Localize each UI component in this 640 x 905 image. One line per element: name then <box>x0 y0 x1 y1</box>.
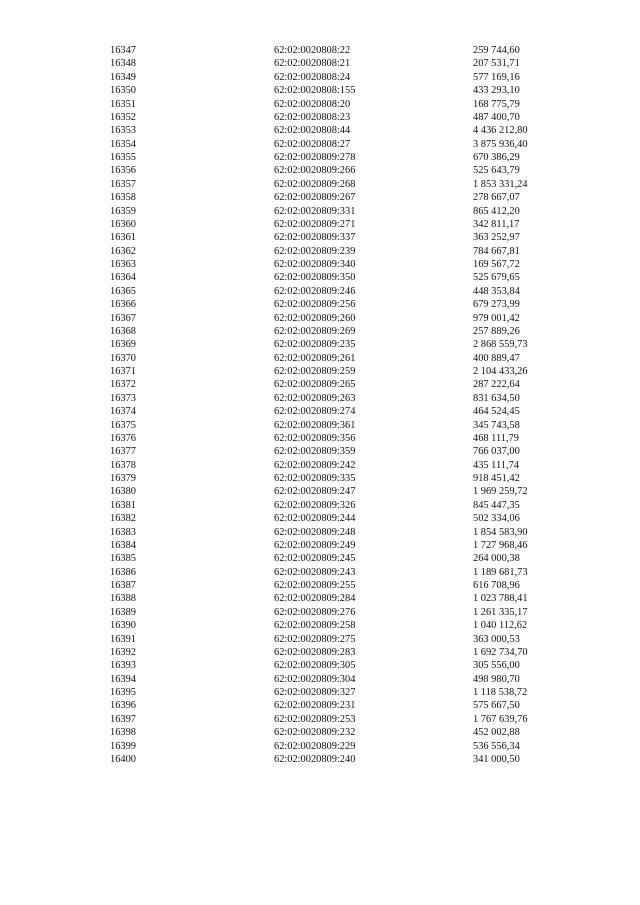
table-row <box>110 459 570 472</box>
table-row <box>110 419 570 432</box>
row-number: 16381 <box>110 499 136 511</box>
row-number: 16354 <box>110 138 136 150</box>
cadastral-value: 363 252,97 <box>473 232 520 244</box>
cadastral-value: 525 643,79 <box>473 165 520 177</box>
table-row <box>110 713 570 726</box>
row-number: 16366 <box>110 299 136 311</box>
cadastral-number: 62:02:0020809:275 <box>274 633 356 645</box>
cadastral-value: 433 293,10 <box>473 85 520 97</box>
table-row <box>110 566 570 579</box>
row-number: 16365 <box>110 285 136 297</box>
row-number: 16380 <box>110 486 136 498</box>
cadastral-number: 62:02:0020808:20 <box>274 98 351 110</box>
table-row <box>110 633 570 646</box>
cadastral-number: 62:02:0020809:350 <box>274 272 356 284</box>
cadastral-value: 1 189 681,73 <box>473 566 528 578</box>
row-number: 16356 <box>110 165 136 177</box>
row-number: 16387 <box>110 580 136 591</box>
row-number: 16359 <box>110 205 136 217</box>
cadastral-number: 62:02:0020808:21 <box>274 58 351 70</box>
table-row <box>110 659 570 672</box>
cadastral-value: 1 853 331,24 <box>473 178 528 190</box>
cadastral-value: 1 692 734,70 <box>473 646 528 658</box>
row-number: 16362 <box>110 245 136 257</box>
row-number: 16394 <box>110 673 136 685</box>
cadastral-value: 536 556,34 <box>473 740 520 752</box>
row-number: 16349 <box>110 71 136 83</box>
row-number: 16372 <box>110 379 136 391</box>
cadastral-value-table <box>110 44 570 766</box>
table-row <box>110 57 570 70</box>
table-row <box>110 218 570 231</box>
cadastral-value: 341 000,50 <box>473 753 520 765</box>
table-row <box>110 485 570 498</box>
table-row <box>110 432 570 445</box>
table-row <box>110 512 570 525</box>
cadastral-value: 865 412,20 <box>473 205 520 217</box>
cadastral-value: 435 111,74 <box>473 459 519 471</box>
cadastral-value: 918 451,42 <box>473 473 520 484</box>
table-row <box>110 579 570 592</box>
row-number: 16397 <box>110 713 136 725</box>
row-number: 16376 <box>110 432 136 444</box>
row-number: 16353 <box>110 125 136 137</box>
cadastral-value: 2 868 559,73 <box>473 339 528 351</box>
row-number: 16369 <box>110 339 136 351</box>
table-row <box>110 325 570 338</box>
cadastral-value: 831 634,50 <box>473 392 520 404</box>
cadastral-value: 305 556,00 <box>473 660 520 672</box>
cadastral-number: 62:02:0020808:22 <box>274 45 351 56</box>
row-number: 16400 <box>110 753 136 765</box>
cadastral-number: 62:02:0020809:260 <box>274 312 356 324</box>
cadastral-number: 62:02:0020809:240 <box>274 753 356 765</box>
cadastral-number: 62:02:0020809:283 <box>274 646 356 658</box>
cadastral-value: 400 889,47 <box>473 352 520 364</box>
row-number: 16351 <box>110 98 136 110</box>
cadastral-value: 575 667,50 <box>473 700 520 712</box>
table-row <box>110 338 570 351</box>
row-number: 16399 <box>110 740 136 752</box>
table-row <box>110 151 570 164</box>
row-number: 16393 <box>110 660 136 672</box>
cadastral-value: 264 000,38 <box>473 553 520 565</box>
cadastral-number: 62:02:0020809:247 <box>274 486 356 498</box>
row-number: 16363 <box>110 259 136 270</box>
cadastral-number: 62:02:0020809:268 <box>274 178 356 190</box>
cadastral-value: 1 767 639,76 <box>473 713 528 725</box>
table-row <box>110 592 570 605</box>
cadastral-number: 62:02:0020809:266 <box>274 165 356 177</box>
row-number: 16378 <box>110 459 136 471</box>
cadastral-value: 1 040 112,62 <box>473 620 528 632</box>
table-row <box>110 258 570 271</box>
cadastral-number: 62:02:0020809:335 <box>274 473 356 484</box>
cadastral-number: 62:02:0020809:278 <box>274 152 356 163</box>
cadastral-number: 62:02:0020809:331 <box>274 205 356 217</box>
cadastral-value: 452 002,88 <box>473 727 520 739</box>
cadastral-number: 62:02:0020809:359 <box>274 446 356 458</box>
cadastral-number: 62:02:0020809:256 <box>274 299 356 311</box>
cadastral-number: 62:02:0020809:229 <box>274 740 356 752</box>
cadastral-value: 363 000,53 <box>473 633 520 645</box>
table-row <box>110 673 570 686</box>
row-number: 16385 <box>110 553 136 565</box>
table-row <box>110 392 570 405</box>
cadastral-value: 345 743,58 <box>473 419 520 431</box>
row-number: 16390 <box>110 620 136 632</box>
table-row <box>110 124 570 137</box>
row-number: 16389 <box>110 606 136 618</box>
row-number: 16355 <box>110 152 136 163</box>
table-row <box>110 539 570 552</box>
cadastral-number: 62:02:0020809:246 <box>274 285 356 297</box>
cadastral-number: 62:02:0020809:305 <box>274 660 356 672</box>
table-row <box>110 686 570 699</box>
cadastral-value: 448 353,84 <box>473 285 520 297</box>
row-number: 16386 <box>110 566 136 578</box>
row-number: 16383 <box>110 526 136 538</box>
row-number: 16360 <box>110 218 136 230</box>
cadastral-value: 525 679,65 <box>473 272 520 284</box>
row-number: 16358 <box>110 192 136 204</box>
cadastral-value: 464 524,45 <box>473 406 520 418</box>
cadastral-number: 62:02:0020809:261 <box>274 352 356 364</box>
cadastral-number: 62:02:0020809:248 <box>274 526 356 538</box>
cadastral-number: 62:02:0020809:258 <box>274 620 356 632</box>
table-row <box>110 298 570 311</box>
cadastral-value: 1 969 259,72 <box>473 486 528 498</box>
cadastral-value: 2 104 433,26 <box>473 366 528 377</box>
cadastral-value: 278 667,07 <box>473 192 520 204</box>
table-row <box>110 699 570 712</box>
cadastral-value: 468 111,79 <box>473 432 519 444</box>
row-number: 16377 <box>110 446 136 458</box>
cadastral-value: 616 708,96 <box>473 580 520 591</box>
row-number: 16368 <box>110 325 136 337</box>
cadastral-number: 62:02:0020809:274 <box>274 406 356 418</box>
cadastral-number: 62:02:0020808:23 <box>274 111 351 123</box>
table-row <box>110 178 570 191</box>
cadastral-number: 62:02:0020809:249 <box>274 539 356 551</box>
table-row <box>110 753 570 766</box>
row-number: 16375 <box>110 419 136 431</box>
cadastral-number: 62:02:0020809:255 <box>274 580 356 591</box>
cadastral-value: 1 023 788,41 <box>473 593 528 605</box>
cadastral-number: 62:02:0020809:231 <box>274 700 356 712</box>
cadastral-number: 62:02:0020809:337 <box>274 232 356 244</box>
cadastral-value: 670 386,29 <box>473 152 520 163</box>
table-row <box>110 472 570 485</box>
cadastral-number: 62:02:0020809:242 <box>274 459 356 471</box>
cadastral-number: 62:02:0020809:326 <box>274 499 356 511</box>
cadastral-number: 62:02:0020809:361 <box>274 419 356 431</box>
cadastral-value: 498 980,70 <box>473 673 520 685</box>
row-number: 16357 <box>110 178 136 190</box>
cadastral-value: 487 400,70 <box>473 111 520 123</box>
cadastral-number: 62:02:0020809:284 <box>274 593 356 605</box>
table-row <box>110 445 570 458</box>
table-row <box>110 98 570 111</box>
cadastral-number: 62:02:0020809:263 <box>274 392 356 404</box>
row-number: 16384 <box>110 539 136 551</box>
row-number: 16370 <box>110 352 136 364</box>
cadastral-number: 62:02:0020809:232 <box>274 727 356 739</box>
cadastral-number: 62:02:0020809:259 <box>274 366 356 377</box>
row-number: 16379 <box>110 473 136 484</box>
table-row <box>110 726 570 739</box>
cadastral-value: 1 118 538,72 <box>473 687 528 698</box>
table-row <box>110 245 570 258</box>
cadastral-number: 62:02:0020809:271 <box>274 218 356 230</box>
table-row <box>110 71 570 84</box>
row-number: 16392 <box>110 646 136 658</box>
cadastral-value: 1 727 968,46 <box>473 539 528 551</box>
cadastral-number: 62:02:0020809:267 <box>274 192 356 204</box>
row-number: 16347 <box>110 45 136 56</box>
table-row <box>110 378 570 391</box>
cadastral-number: 62:02:0020808:27 <box>274 138 351 150</box>
cadastral-value: 577 169,16 <box>473 71 520 83</box>
cadastral-value: 979 001,42 <box>473 312 520 324</box>
table-row <box>110 526 570 539</box>
cadastral-number: 62:02:0020808:155 <box>274 85 356 97</box>
cadastral-value: 1 854 583,90 <box>473 526 528 538</box>
cadastral-value: 679 273,99 <box>473 299 520 311</box>
cadastral-value: 342 811,17 <box>473 218 520 230</box>
row-number: 16396 <box>110 700 136 712</box>
table-row <box>110 205 570 218</box>
cadastral-number: 62:02:0020809:340 <box>274 259 356 270</box>
row-number: 16371 <box>110 366 136 377</box>
row-number: 16374 <box>110 406 136 418</box>
cadastral-value: 168 775,79 <box>473 98 520 110</box>
row-number: 16364 <box>110 272 136 284</box>
row-number: 16391 <box>110 633 136 645</box>
row-number: 16398 <box>110 727 136 739</box>
row-number: 16395 <box>110 687 136 698</box>
cadastral-number: 62:02:0020809:356 <box>274 432 356 444</box>
table-row <box>110 111 570 124</box>
table-row <box>110 231 570 244</box>
cadastral-number: 62:02:0020809:304 <box>274 673 356 685</box>
cadastral-number: 62:02:0020808:44 <box>274 125 351 137</box>
cadastral-value: 845 447,35 <box>473 499 520 511</box>
cadastral-number: 62:02:0020809:269 <box>274 325 356 337</box>
cadastral-number: 62:02:0020809:245 <box>274 553 356 565</box>
cadastral-number: 62:02:0020809:327 <box>274 687 356 698</box>
table-row <box>110 552 570 565</box>
row-number: 16388 <box>110 593 136 605</box>
cadastral-value: 169 567,72 <box>473 259 520 270</box>
table-row <box>110 740 570 753</box>
table-row <box>110 271 570 284</box>
cadastral-value: 207 531,71 <box>473 58 520 70</box>
cadastral-number: 62:02:0020809:253 <box>274 713 356 725</box>
cadastral-value: 784 667,81 <box>473 245 520 257</box>
table-row <box>110 191 570 204</box>
cadastral-value: 257 889,26 <box>473 325 520 337</box>
table-row <box>110 285 570 298</box>
cadastral-number: 62:02:0020809:239 <box>274 245 356 257</box>
row-number: 16348 <box>110 58 136 70</box>
cadastral-number: 62:02:0020808:24 <box>274 71 351 83</box>
row-number: 16352 <box>110 111 136 123</box>
cadastral-value: 766 037,00 <box>473 446 520 458</box>
row-number: 16373 <box>110 392 136 404</box>
table-row <box>110 499 570 512</box>
cadastral-value: 259 744,60 <box>473 45 520 56</box>
cadastral-number: 62:02:0020809:243 <box>274 566 356 578</box>
cadastral-number: 62:02:0020809:244 <box>274 513 356 525</box>
cadastral-value: 287 222,64 <box>473 379 520 391</box>
row-number: 16350 <box>110 85 136 97</box>
table-row <box>110 646 570 659</box>
cadastral-number: 62:02:0020809:276 <box>274 606 356 618</box>
table-row <box>110 606 570 619</box>
cadastral-value: 4 436 212,80 <box>473 125 528 137</box>
row-number: 16367 <box>110 312 136 324</box>
cadastral-value: 502 334,06 <box>473 513 520 525</box>
table-row <box>110 619 570 632</box>
row-number: 16382 <box>110 513 136 525</box>
table-row <box>110 138 570 151</box>
table-row <box>110 164 570 177</box>
table-row <box>110 84 570 97</box>
cadastral-value: 1 261 335,17 <box>473 606 528 618</box>
cadastral-number: 62:02:0020809:235 <box>274 339 356 351</box>
cadastral-value: 3 875 936,40 <box>473 138 528 150</box>
table-row <box>110 312 570 325</box>
cadastral-number: 62:02:0020809:265 <box>274 379 356 391</box>
table-row <box>110 44 570 57</box>
table-row <box>110 365 570 378</box>
table-row <box>110 405 570 418</box>
row-number: 16361 <box>110 232 136 244</box>
table-row <box>110 352 570 365</box>
